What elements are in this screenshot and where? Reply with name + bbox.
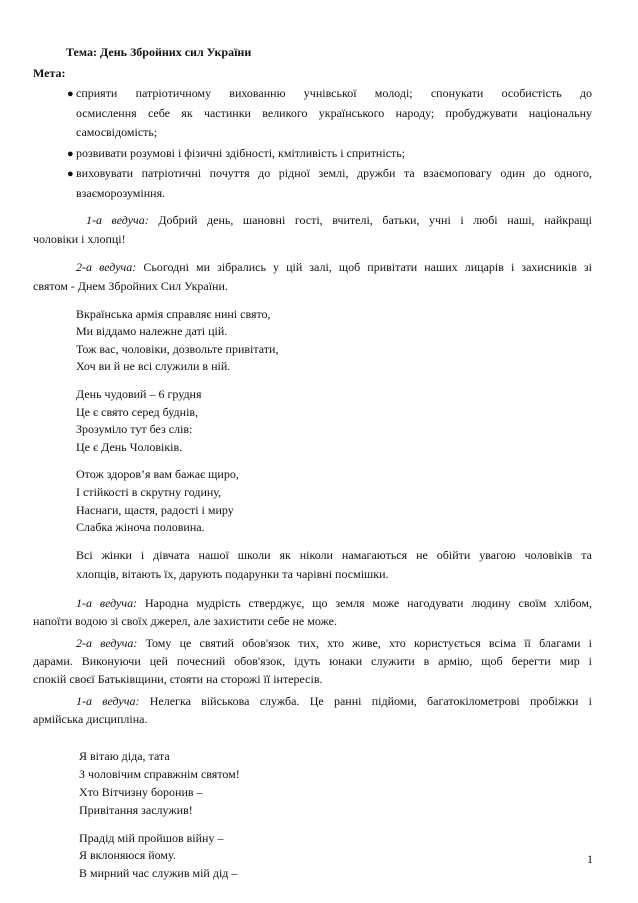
speaker-label: 1-а ведуча: (86, 213, 149, 227)
topic-heading: Тема: День Збройних сил України (66, 45, 252, 59)
bullet-icon: ● (67, 168, 74, 180)
dialogue-1-line-1: 1-а ведуча: Добрий день, шановні гості, вчителі, батьки, учні і любі наші, найкращі (86, 213, 592, 227)
bullet-icon: ● (67, 88, 74, 100)
page-number: 1 (587, 852, 593, 866)
poem-line: Отож здоров’я вам бажає щиро, (76, 467, 239, 481)
poem-line: Тож вас, чоловіки, дозвольте привітати, (76, 342, 279, 356)
speaker-label: 2-а ведуча: (76, 260, 137, 274)
speaker-label: 1-а ведуча: (76, 694, 140, 708)
poem-line: Це є День Чоловіків. (76, 440, 183, 454)
poem-line: В мирний час служив мій дід – (79, 866, 238, 880)
poem-line: Наснаги, щастя, радості і миру (76, 503, 234, 517)
note-line-1: Всі жінки і дівчата нашої школи як ніколи намагаються не обійти увагою чоловіків та (76, 548, 592, 562)
dialogue-2-line-1: 2-а ведуча: Сьогодні ми зібрались у цій залі, щоб привітати наших лицарів і захисників зі (76, 260, 592, 274)
poem-line: Зрозуміло тут без слів: (76, 422, 193, 436)
dialogue-5-line-1: 1-а ведуча: Нелегка військова служба. Це ранні підйоми, багатокілометрові пробіжки і (76, 694, 592, 708)
dialogue-4-line-1: 2-а ведуча: Тому це святий обов'язок тих, хто живе, хто користується всіма її благами і (76, 636, 592, 650)
dialogue-3-line-2: напоїти водою зі своїх джерел, але захистити себе не може. (33, 614, 337, 628)
poem-line: Хоч ви й не всі служили в ній. (76, 359, 231, 373)
speaker-label: 2-а ведуча: (76, 636, 138, 650)
poem-line: Прадід мій пройшов війну – (79, 831, 224, 845)
goal-item-3-line-2: взаєморозуміння. (76, 186, 166, 200)
goal-item-3-line-1: ● виховувати патріотичні почуття до рідної землі, дружби та взаємоповагу один до одного, (67, 166, 592, 180)
dialogue-2-line-2: святом - Днем Збройних Сил України. (33, 279, 228, 293)
poem-line: Це є свято серед буднів, (76, 405, 199, 419)
poem-line: Слабка жіноча половина. (76, 520, 205, 534)
poem-line: Привітання заслужив! (79, 803, 193, 817)
poem-line: Я вклоняюся йому. (79, 848, 176, 862)
note-line-2: хлопців, вітають їх, дарують подарунки та чарівні посмішки. (76, 567, 389, 581)
goal-item-1-line-1: ● сприяти патріотичному вихованню учнівської молоді; спонукати особистість до (67, 86, 592, 100)
dialogue-1-line-2: чоловіки і хлопці! (33, 232, 126, 246)
dialogue-4-line-3: спокій своєї Батьківщини, стояти на сторожі її інтересів. (33, 672, 323, 686)
dialogue-5-line-2: армійська дисципліна. (33, 712, 148, 726)
poem-line: Хто Вітчизну боронив – (79, 785, 203, 799)
poem-line: День чудовий – 6 грудня (76, 387, 202, 401)
goal-label: Мета: (33, 66, 66, 80)
goal-item-2: ● розвивати розумові і фізичні здібності, кмітливість і спритність; (67, 146, 406, 160)
poem-line: Вкраїнська армія справляє нині свято, (76, 307, 271, 321)
poem-line: Я вітаю діда, тата (79, 749, 170, 763)
speaker-label: 1-а ведуча: (76, 596, 138, 610)
goal-item-1-line-2: осмислення себе як частинки великого українського народу; пробуджувати національну (76, 106, 592, 120)
poem-line: Ми віддамо належне даті цій. (76, 324, 228, 338)
dialogue-3-line-1: 1-а ведуча: Народна мудрість стверджує, що земля може нагодувати людину своїм хлібом, (76, 596, 593, 610)
bullet-icon: ● (67, 148, 74, 160)
dialogue-4-line-2: дарами. Виконуючи цей почесний обов'язок, ідуть юнаки служити в армію, щоб берегти мир і (33, 654, 592, 668)
poem-line: І стійкості в скрутну годину, (76, 485, 222, 499)
goal-item-1-line-3: самосвідомість; (76, 125, 158, 139)
poem-line: З чоловічим справжнім святом! (79, 767, 240, 781)
